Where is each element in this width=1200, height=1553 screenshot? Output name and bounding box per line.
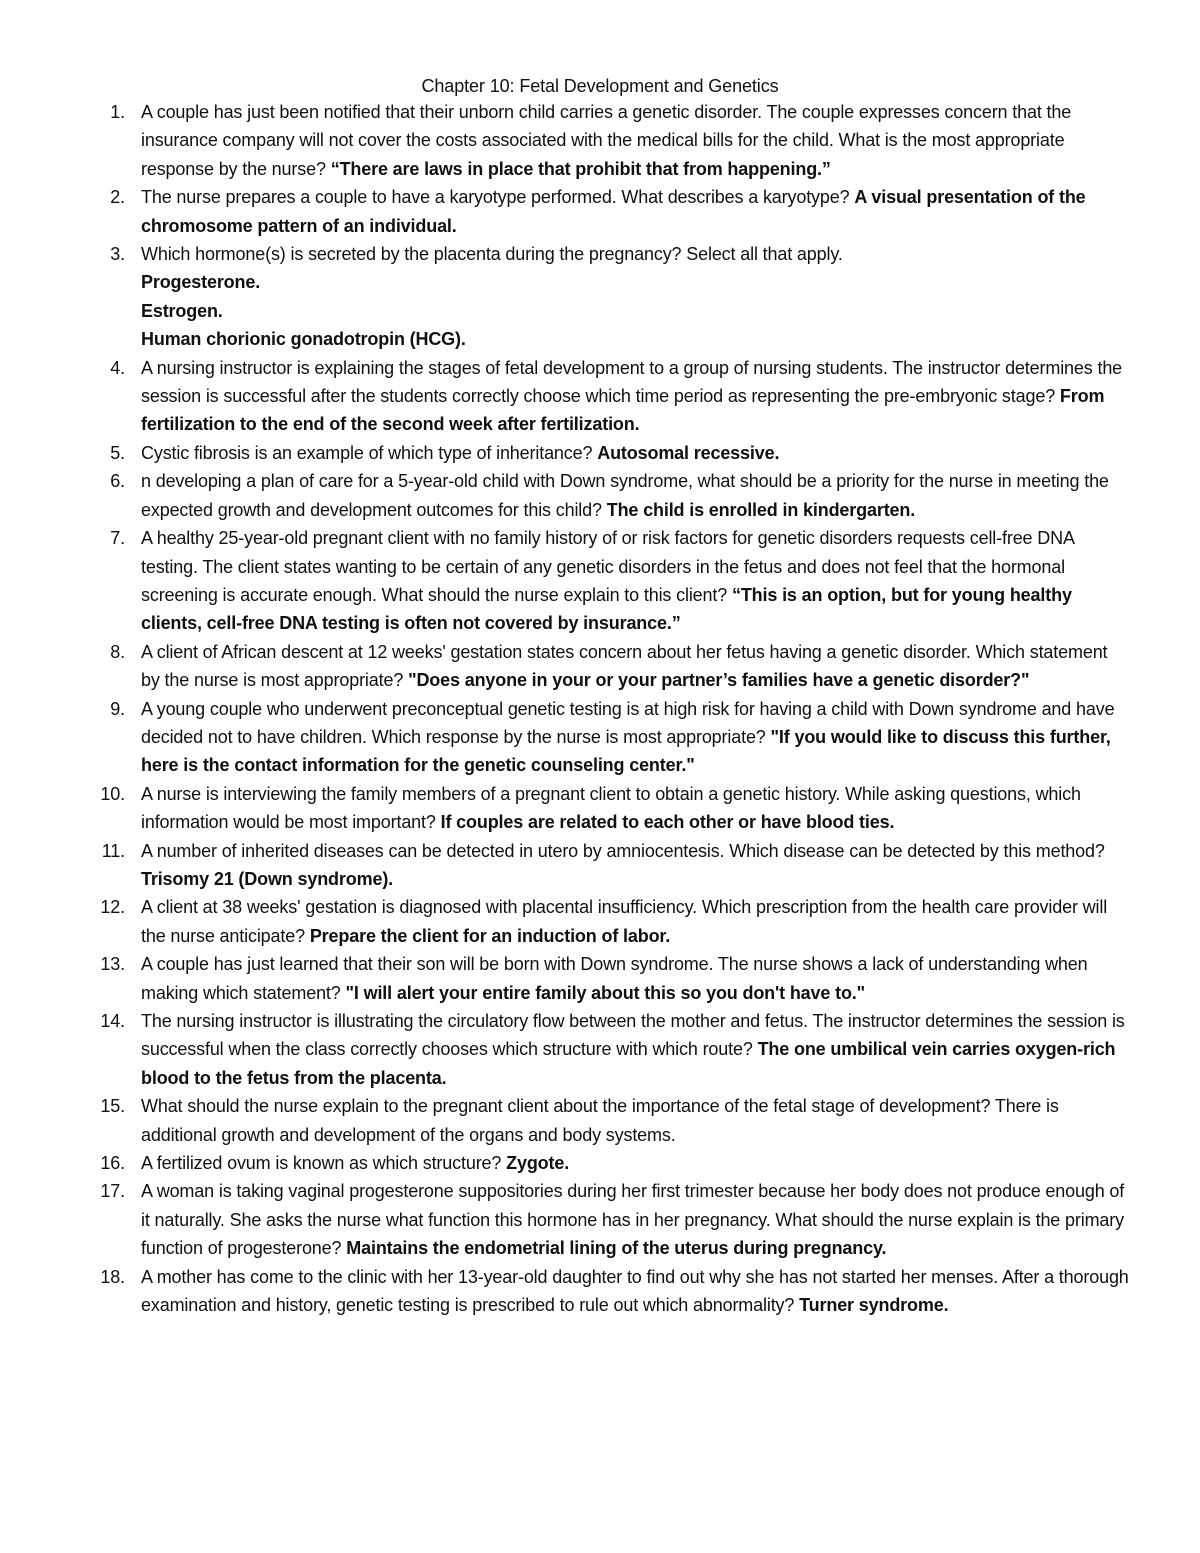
question-item [0,780,1200,837]
question-item [0,240,1200,354]
question-item [0,524,1200,638]
question-text: A number of inherited diseases can be detected in utero by amniocentesis. Which disease can be detected by this method? [141,840,1105,861]
question-number: 18. [100,1266,125,1287]
question-item [0,1263,1200,1320]
question-text: A nurse is interviewing the family members of a pregnant client to obtain a genetic history. While asking questions, which information would be most important? [141,783,1081,833]
question-number: 2. [110,187,125,208]
question-text: A woman is taking vaginal progesterone suppositories during her first trimester because her body does not produce enough of it naturally. She asks the nurse what function this hormone has in her pregnancy. What should the nurse explain is the primary function of progesterone? [141,1181,1125,1259]
answer-text: Autosomal recessive. [597,442,780,463]
question-number: 9. [110,698,125,719]
question-item [0,183,1200,240]
answer-text: If couples are related to each other or have blood ties. [440,812,895,833]
question-text: A fertilized ovum is known as which structure? [141,1153,502,1174]
answer-option: Estrogen. [141,300,223,321]
question-item [0,439,1200,467]
question-text: Which hormone(s) is secreted by the placenta during the pregnancy? Select all that apply. [141,244,843,265]
question-item [0,354,1200,439]
question-text: A young couple who underwent preconceptual genetic testing is at high risk for having a child with Down syndrome and have decided not to have children. Which response by the nurse is most appropriate? [141,698,1115,747]
question-number: 5. [110,442,125,463]
answer-text: Trisomy 21 (Down syndrome). [141,868,394,889]
answer-option: Human chorionic gonadotropin (HCG). [141,329,466,350]
question-item [0,1149,1200,1177]
question-text: Cystic fibrosis is an example of which type of inheritance? [141,442,593,463]
question-text: A nursing instructor is explaining the stages of fetal development to a group of nursing students. The instructor determines the session is successful after the students correctly choose which time period as representing the pre-embryonic stage? [141,357,1123,407]
question-number: 10. [100,783,125,804]
answer-text: The child is enrolled in kindergarten. [606,499,916,520]
question-text: A couple has just learned that their son will be born with Down syndrome. The nurse shows a lack of understanding when making which statement? [141,954,1088,1003]
answer-text: “There are laws in place that prohibit that from happening.” [330,158,831,179]
question-number: 13. [100,954,125,975]
answer-option: Progesterone. [141,272,261,293]
answer-text: Prepare the client for an induction of labor. [309,925,671,946]
question-number: 14. [100,1011,125,1031]
question-item [0,467,1200,524]
page-title: Chapter 10: Fetal Development and Genetics [421,76,779,96]
question-text: The nurse prepares a couple to have a karyotype performed. What describes a karyotype? [141,187,850,208]
question-number: 7. [110,528,125,549]
question-item [0,98,1200,183]
answer-text: "Does anyone in your or your partner’s families have a genetic disorder?" [408,670,1030,691]
question-item [0,950,1200,1007]
question-number: 15. [100,1096,125,1117]
answer-text: From fertilization to the end of the second week after fertilization. [141,386,1105,435]
question-item [0,893,1200,950]
question-text: A client at 38 weeks' gestation is diagnosed with placental insufficiency. Which prescription from the health care provider will the nurse anticipate? [141,897,1108,946]
answer-text: “This is an option, but for young healthy clients, cell-free DNA testing is often not covered by insurance.” [141,584,1072,634]
question-text: A client of African descent at 12 weeks' gestation states concern about her fetus having a genetic disorder. Which statement by the nurse is most appropriate? [141,641,1108,691]
question-number: 3. [110,244,125,265]
question-text: The nursing instructor is illustrating the circulatory flow between the mother and fetus. The instructor determines the session is successful when the class correctly chooses which structure with which route? [141,1011,1125,1060]
answer-text: Turner syndrome. [799,1295,949,1316]
question-number: 4. [110,357,125,378]
question-number: 6. [110,471,125,492]
question-item [0,638,1200,695]
question-text: n developing a plan of care for a 5-year-old child with Down syndrome, what should be a priority for the nurse in meeting the expected growth and development outcomes for this child? [141,471,1109,520]
answer-text: "I will alert your entire family about this so you don't have to." [345,982,866,1003]
question-item [0,1092,1200,1149]
question-number: 17. [100,1181,125,1202]
question-text: A healthy 25-year-old pregnant client with no family history of or risk factors for genetic disorders requests cell-free DNA testing. The client states wanting to be certain of any genetic disorders in the fetus and does not feel that the hormonal screening is accurate enough. What should the nurse explain to this client? [141,528,1074,605]
question-number: 8. [110,641,125,662]
question-number: 1. [110,102,125,122]
answer-text: The one umbilical vein carries oxygen-rich blood to the fetus from the placenta. [141,1039,1116,1088]
question-list [0,98,1200,1319]
answer-text: Zygote. [506,1153,570,1174]
answer-text: "If you would like to discuss this further, here is the contact information for the genetic counseling center." [141,726,1111,776]
question-item [0,695,1200,780]
question-number: 11. [101,840,125,861]
question-text: What should the nurse explain to the pregnant client about the importance of the fetal stage of development? There is additional growth and development of the organs and body systems. [141,1096,1059,1145]
question-item [0,1007,1200,1092]
question-item [0,1177,1200,1262]
question-number: 12. [100,897,125,918]
question-text: A couple has just been notified that their unborn child carries a genetic disorder. The couple expresses concern that the insurance company will not cover the costs associated with the medical bills for the child. What is the most appropriate response by the nurse? [141,102,1072,179]
answer-text: Maintains the endometrial lining of the uterus during pregnancy. [346,1238,887,1259]
question-text: A mother has come to the clinic with her 13-year-old daughter to find out why she has not started her menses. After a thorough examination and history, genetic testing is prescribed to rule out which abnormality? [141,1266,1129,1316]
question-item [0,837,1200,894]
answer-text: A visual presentation of the chromosome pattern of an individual. [141,187,1086,236]
question-number: 16. [100,1153,125,1174]
